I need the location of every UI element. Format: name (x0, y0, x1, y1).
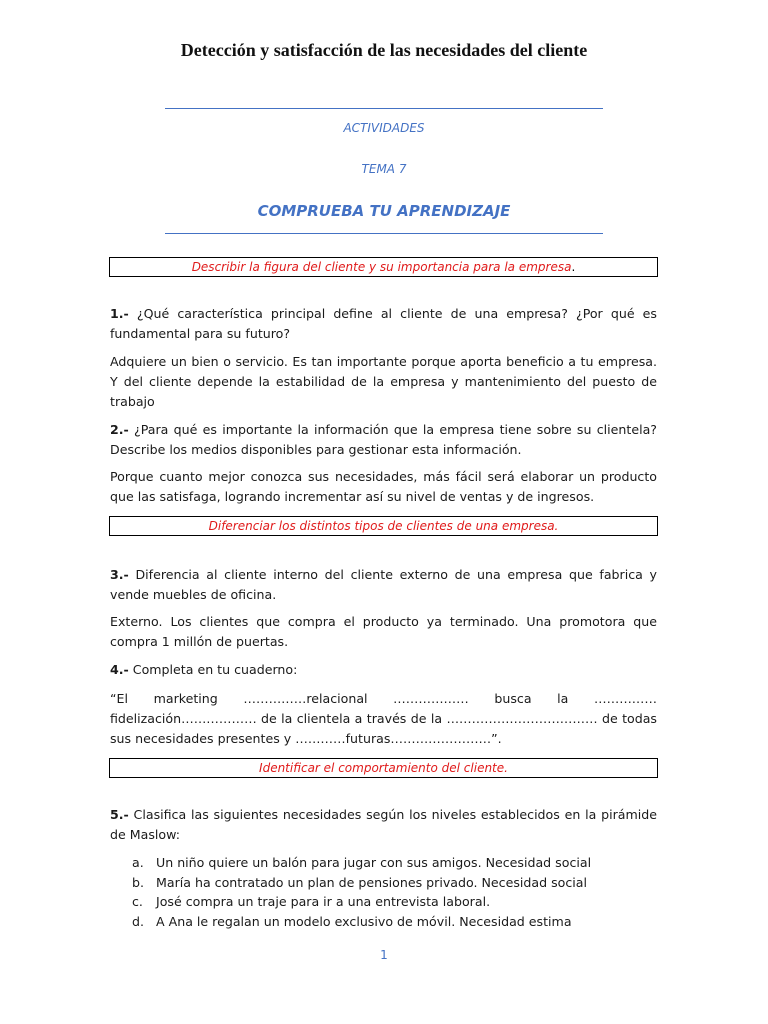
objective-box-2 (109, 516, 658, 536)
document-title: Detección y satisfacción de las necesidades del cliente (180, 40, 588, 60)
question-2-text: ¿Para qué es importante la información que la empresa tiene sobre su clientela? Describe los medios disponibles para gestionar esta información. (110, 422, 657, 457)
objective-suffix-1: . (571, 260, 576, 274)
question-5 (110, 805, 657, 845)
list-item-text: A Ana le regalan un modelo exclusivo de móvil. Necesidad estima (156, 913, 572, 929)
objective-text-3: Identificar el comportamiento del cliente. (259, 761, 508, 775)
question-1-number: 1.- (110, 306, 129, 321)
question-1-text: ¿Qué característica principal define al cliente de una empresa? ¿Por qué es fundamental para su futuro? (110, 306, 657, 341)
maslow-list (132, 853, 652, 931)
answer-1: Adquiere un bien o servicio. Es tan importante porque aporta beneficio a tu empresa. Y del cliente depende la estabilidad de la empresa y mantenimiento del puesto de trabajo (110, 354, 657, 409)
question-2-number: 2.- (110, 422, 129, 437)
question-5-text: Clasifica las siguientes necesidades según los niveles establecidos en la pirámide de Maslow: (110, 807, 657, 842)
question-4-text: Completa en tu cuaderno: (128, 662, 298, 677)
question-3-number: 3.- (110, 567, 129, 582)
list-item-text: José compra un traje para ir a una entrevista laboral. (156, 894, 491, 909)
question-4 (110, 660, 657, 680)
list-item-letter: d. (132, 913, 144, 929)
answer-3: Externo. Los clientes que compra el producto ya terminado. Una promotora que compra 1 millón de puertas. (110, 614, 657, 649)
answer-2: Porque cuanto mejor conozca sus necesidades, más fácil será elaborar un producto que las satisfaga, logrando incrementar así su nivel de ventas y de ingresos. (110, 469, 657, 504)
question-3 (110, 565, 657, 605)
comprueba-heading: COMPRUEBA TU APRENDIZAJE (257, 202, 511, 220)
question-3-text: Diferencia al cliente interno del cliente externo de una empresa que fabrica y vende muebles de oficina. (110, 567, 657, 602)
activities-label: ACTIVIDADES (343, 121, 425, 135)
question-2 (110, 420, 657, 460)
objective-box-1 (109, 257, 658, 277)
question-5-number: 5.- (110, 807, 129, 822)
answer-4: “El marketing ……………relacional ……………… busca la ……………fidelización……………… de la clientela a través de la ……………………………… de todas sus necesidades presentes y …………futuras……………………”. (110, 691, 657, 746)
list-item (132, 873, 652, 893)
question-4-number: 4.- (110, 662, 129, 677)
list-item-text: Un niño quiere un balón para jugar con sus amigos. Necesidad social (156, 855, 592, 870)
bottom-divider (165, 233, 603, 234)
list-item-letter: b. (132, 874, 144, 890)
list-item (132, 853, 652, 873)
top-divider (165, 108, 603, 109)
list-item-text: María ha contratado un plan de pensiones privado. Necesidad social (156, 874, 588, 890)
list-item (132, 892, 652, 912)
objective-box-3 (109, 758, 658, 778)
page-number: 1 (380, 948, 388, 962)
list-item-letter: c. (132, 894, 143, 909)
question-1 (110, 304, 657, 344)
tema-label: TEMA 7 (361, 162, 407, 176)
list-item-letter: a. (132, 855, 144, 870)
list-item (132, 912, 652, 932)
objective-text-1: Describir la figura del cliente y su importancia para la empresa (191, 260, 572, 274)
objective-text-2: Diferenciar los distintos tipos de clientes de una empresa. (208, 519, 559, 533)
